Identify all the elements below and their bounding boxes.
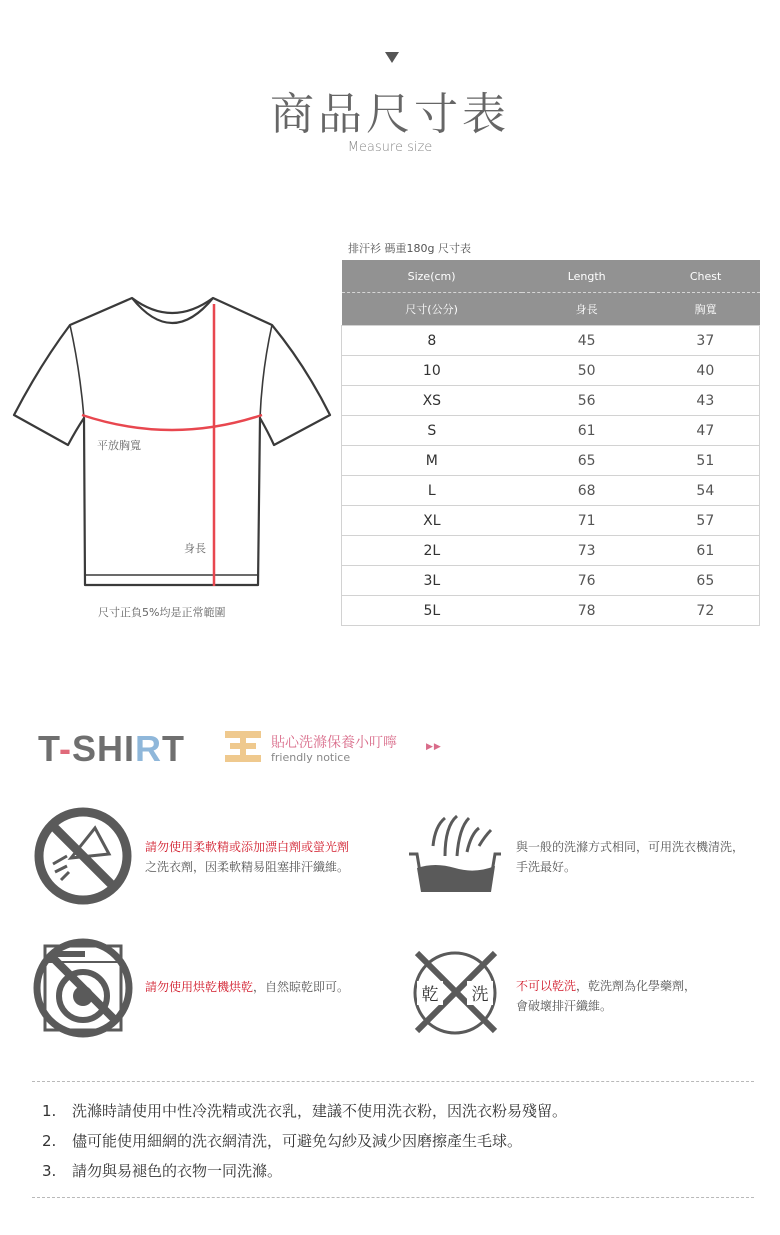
length-cell: 76 xyxy=(522,566,652,596)
chest-cell: 57 xyxy=(652,506,760,536)
divider-bottom xyxy=(32,1197,754,1198)
note-text: 儘可能使用細網的洗衣網清洗，可避免勾紗及減少因磨擦產生毛球。 xyxy=(72,1132,523,1150)
care-dryclean-text xyxy=(516,976,696,1016)
chest-cell: 43 xyxy=(652,386,760,416)
table-row xyxy=(342,356,760,386)
chest-cell: 40 xyxy=(652,356,760,386)
table-row xyxy=(342,326,760,356)
no-softener-icon xyxy=(33,806,133,906)
down-arrow-icon xyxy=(385,52,399,63)
chest-cell: 51 xyxy=(652,446,760,476)
notice-subtitle: friendly notice xyxy=(271,751,351,764)
no-dry-clean-icon xyxy=(405,943,505,1043)
no-dryer-icon xyxy=(33,938,133,1038)
care-wash-text xyxy=(516,837,744,877)
table-row xyxy=(342,506,760,536)
table-row xyxy=(342,596,760,626)
size-cell: 2L xyxy=(342,536,522,566)
size-table xyxy=(341,260,760,626)
length-cell: 61 xyxy=(522,416,652,446)
tolerance-note: 尺寸正負5%均是正常範圍 xyxy=(98,606,226,619)
wang-logo-icon xyxy=(222,728,264,764)
length-cell: 50 xyxy=(522,356,652,386)
wordmark-t2: T xyxy=(162,728,186,769)
size-table-header-en xyxy=(342,260,760,293)
care-wash-line1: 與一般的洗滌方式相同，可用洗衣機清洗， xyxy=(516,840,745,854)
table-row xyxy=(342,416,760,446)
wordmark-dash: - xyxy=(59,728,73,769)
size-table-caption: 排汗衫 碼重180g 尺寸表 xyxy=(348,242,471,255)
size-cell: 5L xyxy=(342,596,522,626)
header-chest-en: Chest xyxy=(652,260,760,293)
chest-cell: 65 xyxy=(652,566,760,596)
length-cell: 65 xyxy=(522,446,652,476)
care-dryclean-line2: 會破壞排汗纖維。 xyxy=(516,999,613,1013)
size-cell: 3L xyxy=(342,566,522,596)
care-softener-text xyxy=(145,837,349,877)
chest-label: 平放胸寬 xyxy=(97,439,141,452)
size-cell: XS xyxy=(342,386,522,416)
table-row xyxy=(342,446,760,476)
size-cell: L xyxy=(342,476,522,506)
dry-clean-char-right: 洗 xyxy=(471,985,489,1005)
length-label: 身長 xyxy=(184,542,206,555)
size-cell: S xyxy=(342,416,522,446)
header-length-en: Length xyxy=(522,260,652,293)
care-dryclean-rest: ，乾洗劑為化學藥劑， xyxy=(576,979,697,993)
header-size-en: Size(cm) xyxy=(342,260,522,293)
table-row xyxy=(342,566,760,596)
care-softener-line2: 之洗衣劑，因柔軟精易阻塞排汗纖維。 xyxy=(145,860,350,874)
chest-cell: 54 xyxy=(652,476,760,506)
size-cell: 10 xyxy=(342,356,522,386)
size-table-header-zh xyxy=(342,293,760,326)
tshirt-diagram xyxy=(10,290,340,595)
wordmark-shi: SHI xyxy=(72,728,136,769)
header-chest-zh: 胸寬 xyxy=(652,293,760,326)
chest-cell: 47 xyxy=(652,416,760,446)
double-arrow-icon: ▶▶ xyxy=(426,742,442,752)
care-dryer-warning: 請勿使用烘乾機烘乾 xyxy=(145,980,254,994)
header-size-zh: 尺寸(公分) xyxy=(342,293,522,326)
note-number: 1. xyxy=(42,1102,57,1120)
note-number: 2. xyxy=(42,1132,57,1150)
wordmark-t: T xyxy=(38,728,60,769)
page-subtitle: Measure size xyxy=(347,140,433,155)
length-cell: 78 xyxy=(522,596,652,626)
care-dryer-rest: ，自然晾乾即可。 xyxy=(253,980,350,994)
length-cell: 73 xyxy=(522,536,652,566)
note-text: 洗滌時請使用中性冷洗精或洗衣乳，建議不使用洗衣粉，因洗衣粉易殘留。 xyxy=(72,1102,568,1120)
tshirt-wordmark xyxy=(38,728,185,770)
table-row xyxy=(342,536,760,566)
notice-title: 貼心洗滌保養小叮嚀 xyxy=(271,735,397,751)
chest-cell: 72 xyxy=(652,596,760,626)
size-cell: M xyxy=(342,446,522,476)
size-cell: 8 xyxy=(342,326,522,356)
list-item xyxy=(42,1130,567,1160)
care-dryclean-warning: 不可以乾洗 xyxy=(516,979,577,993)
care-softener-warning: 請勿使用柔軟精或添加漂白劑或螢光劑 xyxy=(145,840,350,854)
note-text: 請勿與易褪色的衣物一同洗滌。 xyxy=(72,1162,283,1180)
list-item xyxy=(42,1160,567,1190)
length-cell: 68 xyxy=(522,476,652,506)
table-row xyxy=(342,476,760,506)
size-cell: XL xyxy=(342,506,522,536)
hand-wash-icon xyxy=(405,806,505,906)
chest-cell: 61 xyxy=(652,536,760,566)
page-title: 商品尺寸表 xyxy=(270,89,510,140)
header-length-zh: 身長 xyxy=(522,293,652,326)
note-number: 3. xyxy=(42,1162,57,1180)
list-item xyxy=(42,1100,567,1130)
length-cell: 71 xyxy=(522,506,652,536)
table-row xyxy=(342,386,760,416)
length-cell: 56 xyxy=(522,386,652,416)
divider-top xyxy=(32,1081,754,1082)
chest-cell: 37 xyxy=(652,326,760,356)
length-cell: 45 xyxy=(522,326,652,356)
dry-clean-char-left: 乾 xyxy=(421,985,439,1005)
care-wash-line2: 手洗最好。 xyxy=(516,860,577,874)
notes-list xyxy=(42,1100,567,1190)
wordmark-r: R xyxy=(135,728,163,769)
tshirt-outline xyxy=(14,298,330,585)
care-dryer-text xyxy=(145,977,349,997)
